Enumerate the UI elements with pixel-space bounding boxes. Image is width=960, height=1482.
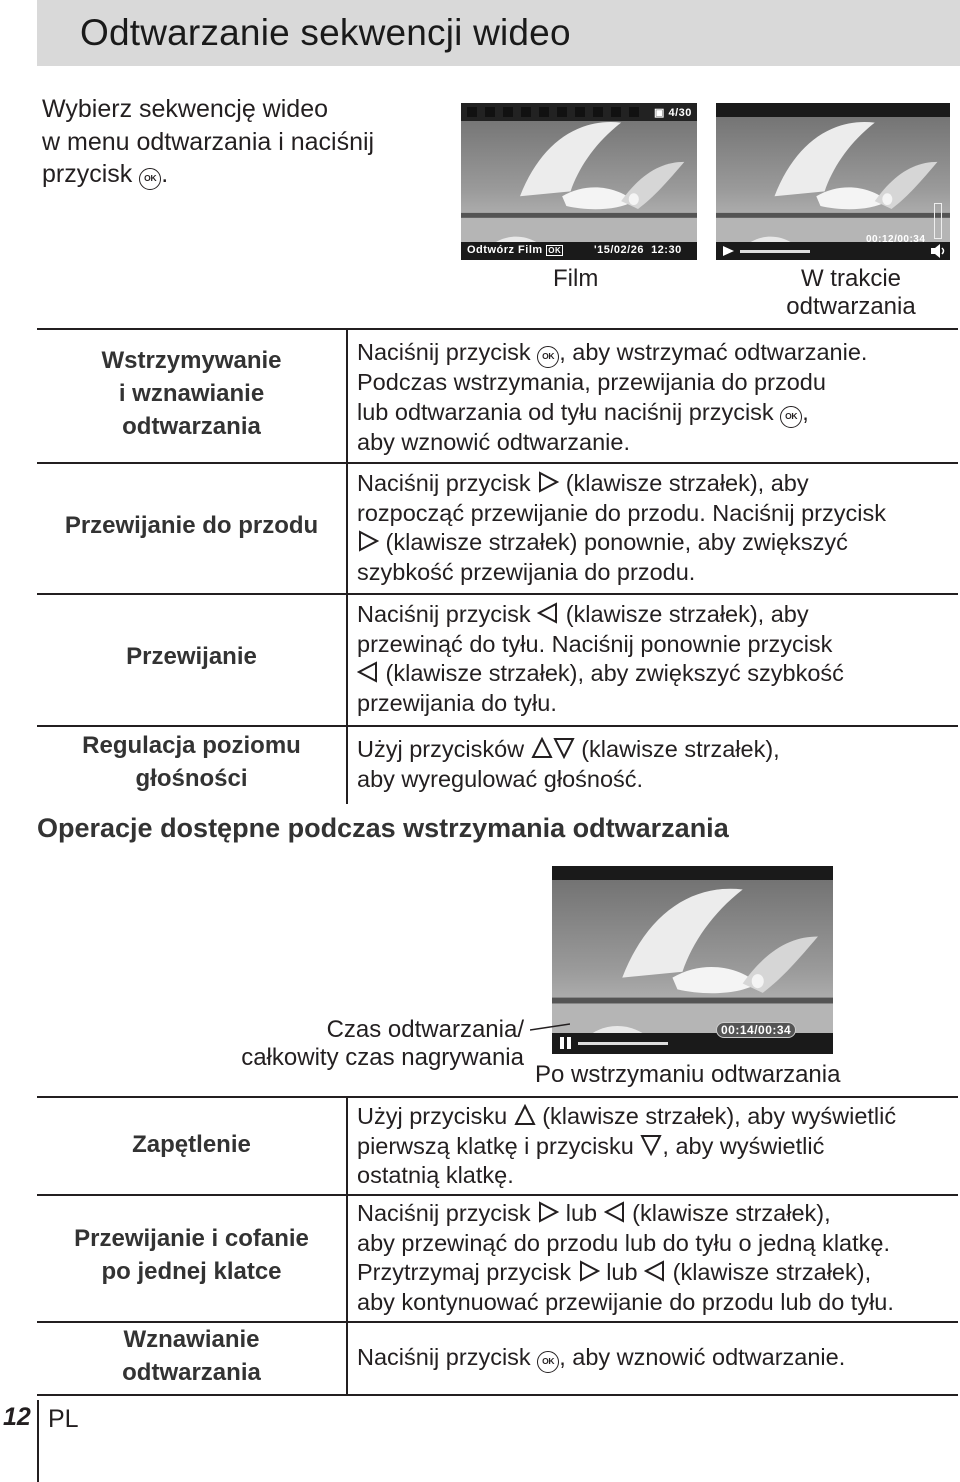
table-row	[37, 462, 958, 593]
row-description: Naciśnij przycisk lub (klawisze strzałek), aby przewinąć do przodu lub do tyłu o jedną klatkę. Przytrzymaj przycisk lub (klawisze strzałek), aby kontynuować przewijanie do przodu lub do tyłu.	[357, 1200, 894, 1315]
section-heading: Operacje dostępne podczas wstrzymania odtwarzania	[37, 813, 729, 843]
row-description: Naciśnij przycisk (klawisze strzałek), aby przewinąć do tyłu. Naciśnij ponownie przycisk (klawisze strzałek), aby zwiększyć szybkość przewijania do tyłu.	[357, 601, 844, 716]
row-label: Wstrzymywanie i wznawianie odtwarzania	[101, 347, 282, 440]
left-arrow-icon	[537, 602, 559, 624]
row-label: Przewijanie	[126, 643, 257, 670]
row-label: Zapętlenie	[132, 1131, 251, 1158]
right-arrow-icon	[537, 1201, 559, 1223]
row-description: Naciśnij przycisk OK , aby wstrzymać odtwarzanie. Podczas wstrzymania, przewijania do przodu lub odtwarzania od tyłu naciśnij przycisk OK , aby wznowić odtwarzanie.	[357, 339, 868, 455]
volume-level	[934, 203, 942, 239]
caption-paused: Po wstrzymaniu odtwarzania	[535, 1061, 841, 1088]
paused-screen	[552, 866, 833, 1054]
row-label: Wznawianie odtwarzania	[122, 1326, 261, 1386]
title-bar	[37, 0, 960, 66]
down-arrow-icon	[640, 1134, 662, 1156]
table-row	[37, 593, 958, 725]
leader-line	[530, 1022, 570, 1036]
top-bar	[552, 866, 833, 880]
row-description: Naciśnij przycisk (klawisze strzałek), aby rozpocząć przewijanie do przodu. Naciśnij przycisk (klawisze strzałek) ponownie, aby zwiększyć szybkość przewijania do przodu.	[357, 470, 886, 585]
row-label: Regulacja poziomu głośności	[82, 732, 301, 792]
page-number: 12	[3, 1403, 31, 1431]
table-row	[37, 1194, 958, 1321]
ok-icon: OK	[548, 246, 562, 255]
progress-bar	[740, 250, 810, 253]
caption-playing: W trakcie odtwarzania	[786, 265, 916, 320]
table-row	[37, 725, 958, 804]
gull-photo	[461, 103, 697, 260]
ok-button-icon: OK	[780, 406, 802, 428]
top-bar	[716, 103, 950, 117]
volume-icon	[930, 244, 946, 258]
down-arrow-icon	[553, 737, 575, 759]
caption-time: Czas odtwarzania/ całkowity czas nagrywania	[241, 1016, 524, 1071]
table-row	[37, 1096, 958, 1194]
up-arrow-icon	[514, 1104, 536, 1126]
image-counter: ▣ 4/30	[654, 107, 692, 119]
caption-film: Film	[553, 265, 599, 292]
intro-text	[42, 93, 442, 191]
language-code: PL	[48, 1405, 79, 1433]
pause-icon	[559, 1036, 573, 1050]
table-rule	[37, 1394, 958, 1396]
timecode: 00:12/00:34	[866, 234, 926, 245]
play-icon	[722, 245, 736, 257]
row-description: Użyj przycisku (klawisze strzałek), aby wyświetlić pierwszą klatkę i przycisku , aby wyświetlić ostatnią klatkę.	[357, 1103, 897, 1188]
table-row	[37, 328, 958, 462]
ok-button-icon: OK	[537, 1351, 559, 1373]
intro-line: w menu odtwarzania i naciśnij	[42, 127, 375, 156]
row-label: Przewijanie i cofanie po jednej klatce	[74, 1225, 309, 1285]
row-description: Użyj przycisków (klawisze strzałek), aby wyregulować głośność.	[357, 736, 780, 792]
progress-bar	[578, 1042, 668, 1045]
ok-button-icon: OK	[537, 346, 559, 368]
right-arrow-icon	[357, 530, 379, 552]
right-arrow-icon	[578, 1260, 600, 1282]
right-arrow-icon	[537, 471, 559, 493]
film-screen	[461, 103, 697, 260]
play-movie-label: Odtwórz Film OK	[467, 244, 562, 256]
left-arrow-icon	[357, 661, 379, 683]
page-title: Odtwarzanie sekwencji wideo	[80, 12, 571, 53]
left-arrow-icon	[604, 1201, 626, 1223]
playing-screen	[716, 103, 950, 260]
intro-line: przycisk OK .	[42, 160, 169, 188]
playback-controls-table	[37, 328, 958, 804]
up-arrow-icon	[531, 737, 553, 759]
ok-button-icon: OK	[139, 168, 161, 190]
left-arrow-icon	[644, 1260, 666, 1282]
row-label: Przewijanie do przodu	[64, 512, 319, 539]
timecode: 00:14/00:34	[716, 1022, 796, 1038]
intro-line: Wybierz sekwencję wideo	[42, 95, 328, 123]
table-row	[37, 1321, 958, 1394]
date-time: '15/02/26 12:30	[594, 244, 682, 256]
row-description: Naciśnij przycisk OK , aby wznowić odtwarzanie.	[357, 1343, 957, 1373]
pause-operations-table	[37, 1096, 958, 1396]
footer-divider	[37, 1400, 39, 1482]
